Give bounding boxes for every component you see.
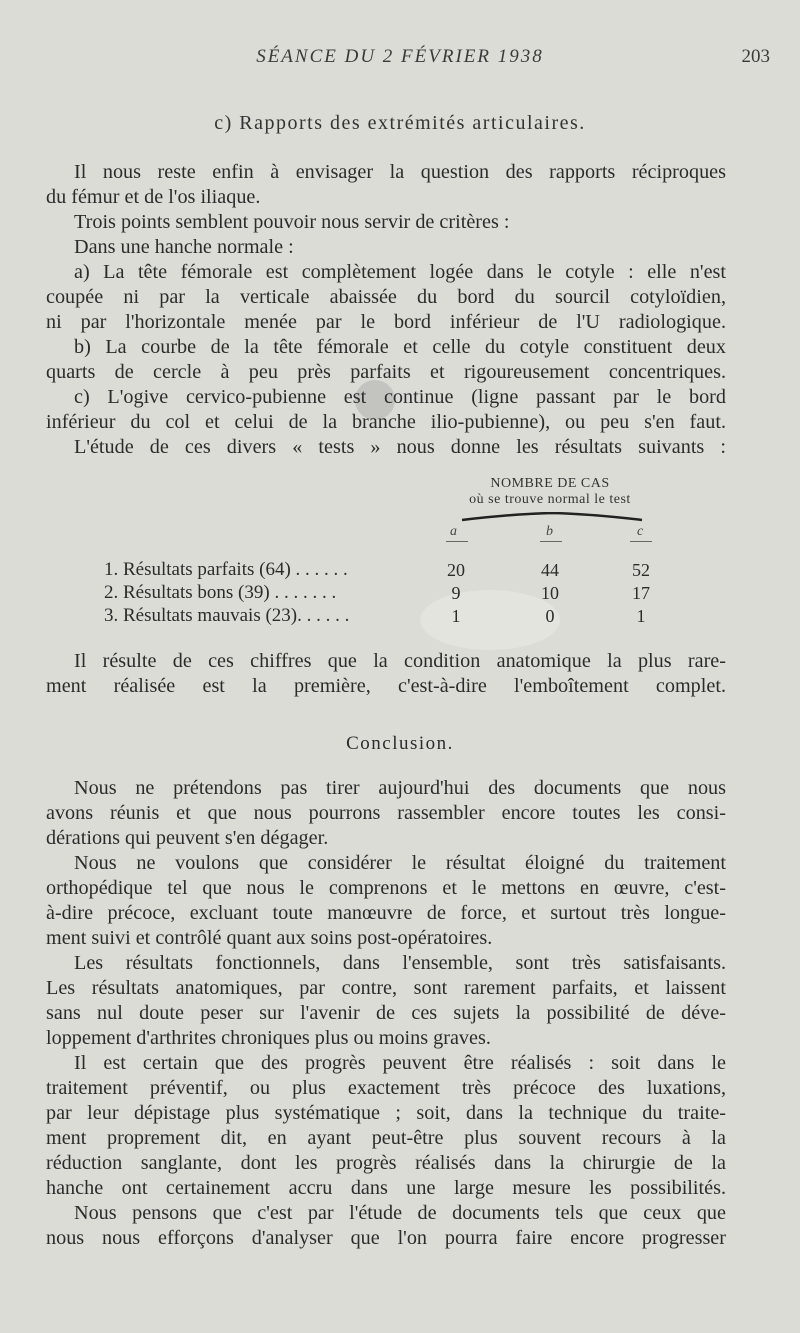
- row-label: 1. Résultats parfaits (64) . . . . . .: [104, 559, 348, 580]
- table-header-title: NOMBRE DE CAS: [490, 476, 610, 491]
- text-line: Il résulte de ces chiffres que la condition anatomique la plus rare-: [74, 650, 726, 672]
- conclusion-heading: Conclusion.: [346, 733, 454, 754]
- row-label: 2. Résultats bons (39) . . . . . . .: [104, 582, 337, 603]
- column-rule: [446, 541, 468, 542]
- body-text-top: [46, 160, 726, 460]
- cell-a: 9: [451, 583, 461, 603]
- cell-a: 20: [447, 560, 465, 580]
- text-line: réduction sanglante, dont les progrès réalisés dans la chirurgie de la: [46, 1152, 726, 1174]
- text-line: Les résultats anatomiques, par contre, sont rarement parfaits, et laissent: [46, 977, 726, 999]
- text-line: b) La courbe de la tête fémorale et celle du cotyle constituent deux: [74, 336, 726, 358]
- text-line: ment réalisée est la première, c'est-à-dire l'emboîtement complet.: [46, 675, 726, 697]
- cell-b: 0: [545, 606, 555, 626]
- column-rule: [630, 541, 652, 542]
- row-label: 3. Résultats mauvais (23). . . . . .: [104, 605, 350, 626]
- text-line: Trois points semblent pouvoir nous servir de critères :: [74, 211, 510, 233]
- section-heading: c) Rapports des extrémités articulaires.: [214, 112, 586, 134]
- text-line: ment proprement dit, en ayant peut-être plus souvent recours à la: [46, 1127, 726, 1149]
- cell-c: 1: [636, 606, 646, 626]
- column-header-c: c: [637, 524, 644, 539]
- text-line: traitement préventif, ou plus exactement très précoce des luxations,: [46, 1077, 726, 1099]
- text-line: ment suivi et contrôlé quant aux soins post-opératoires.: [46, 927, 493, 949]
- cell-c: 17: [632, 583, 650, 603]
- column-rule: [540, 541, 562, 542]
- text-line: loppement d'arthrites chroniques plus ou moins graves.: [46, 1027, 491, 1049]
- text-line: a) La tête fémorale est complètement logée dans le cotyle : elle n'est: [74, 261, 726, 283]
- cell-c: 52: [632, 560, 650, 580]
- text-line: du fémur et de l'os iliaque.: [46, 186, 261, 208]
- text-line: dérations qui peuvent s'en dégager.: [46, 827, 329, 849]
- body-text-bottom: [46, 776, 726, 1251]
- text-line: hanche ont certainement accru dans une large mesure les possibilités.: [46, 1177, 726, 1199]
- text-line: par leur dépistage plus systématique ; soit, dans la technique du traite-: [46, 1102, 726, 1124]
- text-line: Il nous reste enfin à envisager la question des rapports réciproques: [74, 161, 726, 183]
- page-number: 203: [741, 46, 770, 67]
- column-header-b: b: [546, 524, 553, 539]
- cell-b: 10: [541, 583, 559, 603]
- text-line: Dans une hanche normale :: [74, 236, 294, 258]
- text-line: Nous pensons que c'est par l'étude de documents tels que ceux que: [74, 1202, 726, 1224]
- text-line: Les résultats fonctionnels, dans l'ensemble, sont très satisfaisants.: [74, 952, 726, 974]
- running-header: [0, 46, 800, 74]
- text-line: orthopédique tel que nous le comprenons et le mettons en œuvre, c'est-: [46, 877, 726, 899]
- table-header-subtitle: où se trouve normal le test: [469, 492, 631, 507]
- text-line: sans nul doute peser sur l'avenir de ces sujets la possibilité de déve-: [46, 1002, 726, 1024]
- table-brace: [452, 512, 652, 522]
- header-title: SÉANCE DU 2 FÉVRIER 1938: [256, 46, 544, 67]
- text-line: Il est certain que des progrès peuvent être réalisés : soit dans le: [74, 1052, 726, 1074]
- column-header-a: a: [450, 524, 457, 539]
- text-line: coupée ni par la verticale abaissée du bord du sourcil cotyloïdien,: [46, 286, 726, 308]
- text-line: Nous ne prétendons pas tirer aujourd'hui des documents que nous: [74, 777, 726, 799]
- cell-b: 44: [541, 560, 559, 580]
- cell-a: 1: [451, 606, 461, 626]
- text-line: ni par l'horizontale menée par le bord inférieur de l'U radiologique.: [46, 311, 726, 333]
- text-line: nous nous efforçons d'analyser que l'on pourra faire encore progresser: [46, 1227, 726, 1249]
- body-text-middle: [46, 649, 726, 699]
- text-line: c) L'ogive cervico-pubienne est continue (ligne passant par le bord: [74, 386, 726, 408]
- text-line: L'étude de ces divers « tests » nous donne les résultats suivants :: [74, 436, 726, 458]
- table-header: [450, 476, 650, 508]
- text-line: avons réunis et que nous pourrons rassembler encore toutes les consi-: [46, 802, 726, 824]
- text-line: à-dire précoce, excluant toute manœuvre de force, et surtout très longue-: [46, 902, 726, 924]
- text-line: quarts de cercle à peu près parfaits et rigoureusement concentriques.: [46, 361, 726, 383]
- text-line: Nous ne voulons que considérer le résultat éloigné du traitement: [74, 852, 726, 874]
- text-line: inférieur du col et celui de la branche ilio-pubienne), ou peu s'en faut.: [46, 411, 726, 433]
